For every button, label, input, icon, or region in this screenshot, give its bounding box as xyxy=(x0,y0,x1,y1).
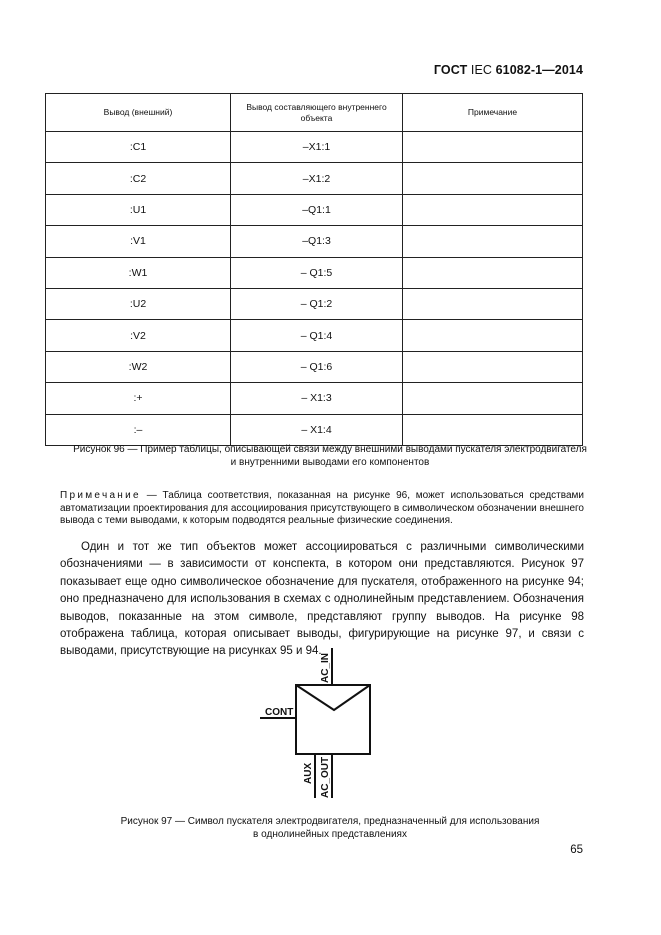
table-row xyxy=(46,132,583,163)
cell-internal: –X1:2 xyxy=(231,163,403,194)
starter-chevron xyxy=(296,685,370,710)
cell-note xyxy=(403,163,583,194)
cell-external: :C2 xyxy=(46,163,231,194)
cell-external: :U1 xyxy=(46,194,231,225)
cell-external: :+ xyxy=(46,383,231,414)
table-row xyxy=(46,414,583,445)
cell-external: :U2 xyxy=(46,288,231,319)
table-row xyxy=(46,226,583,257)
figure-96-caption-line2: и внутренними выводами его компонентов xyxy=(230,457,430,468)
figure-97-caption xyxy=(45,815,615,841)
label-cont: CONT xyxy=(265,707,294,718)
cell-internal: – Q1:2 xyxy=(231,288,403,319)
cell-note xyxy=(403,288,583,319)
cell-internal: –Q1:1 xyxy=(231,194,403,225)
cell-note xyxy=(403,320,583,351)
cell-internal: – X1:3 xyxy=(231,383,403,414)
body-paragraph: Один и тот же тип объектов может ассоциироваться с различными символическими обозначениями — в зависимости от конспекта, в котором они представляются. Рисунок 97 показывает еще одно символическое обозначение для пускателя, отображенного на рисунке 94; оно предназначено для использования в схемах с однолинейным представлением. Обозначения выводов, показанные на этом символе, представляют группу выводов. На рисунке 98 отображена таблица, которая описывает выводы, фигурирующие на рисунке 97, и связи с выводами, присутствующие на рисунках 95 и 94. xyxy=(60,541,584,658)
cell-note xyxy=(403,383,583,414)
cell-note xyxy=(403,194,583,225)
terminal-mapping-table xyxy=(45,93,583,446)
figure-97-caption-line1: Рисунок 97 — Символ пускателя электродвигателя, предназначенный для использования xyxy=(120,816,540,827)
table-header-row xyxy=(46,94,583,132)
header-internal-terminal: Вывод составляющего внутреннего объекта xyxy=(231,94,403,132)
page-number: 65 xyxy=(570,844,583,856)
cell-external: :V2 xyxy=(46,320,231,351)
cell-internal: –Q1:3 xyxy=(231,226,403,257)
cell-note xyxy=(403,414,583,445)
starter-box xyxy=(296,685,370,754)
cell-note xyxy=(403,226,583,257)
cell-note xyxy=(403,351,583,382)
header-external-terminal: Вывод (внешний) xyxy=(46,94,231,132)
note-text: — Таблица соответствия, показанная на рисунке 96, может использоваться средствами автоматизации проектирования для ассоциирования присутствующего в символическом обозначении внешнего вывода с теми выводами, к которым подводятся реальные физические соединения. xyxy=(60,490,584,527)
table-row xyxy=(46,320,583,351)
note-lead: Примечание xyxy=(60,490,141,501)
label-ac-out: AC_OUT xyxy=(320,756,331,798)
table-row xyxy=(46,288,583,319)
table-row xyxy=(46,351,583,382)
cell-external: :C1 xyxy=(46,132,231,163)
cell-internal: – Q1:4 xyxy=(231,320,403,351)
header-standard-middle: IEC xyxy=(470,63,493,77)
label-ac-in: AC_IN xyxy=(320,652,331,683)
table-row xyxy=(46,194,583,225)
cell-external: :W2 xyxy=(46,351,231,382)
table-row xyxy=(46,383,583,414)
note-paragraph xyxy=(60,490,584,528)
document-header xyxy=(434,63,583,77)
header-note: Примечание xyxy=(403,94,583,132)
cell-external: :V1 xyxy=(46,226,231,257)
table-row xyxy=(46,163,583,194)
cell-external: :W1 xyxy=(46,257,231,288)
cell-internal: – Q1:5 xyxy=(231,257,403,288)
figure-96-caption xyxy=(45,443,615,469)
motor-starter-symbol xyxy=(250,648,400,800)
cell-internal: – X1:4 xyxy=(231,414,403,445)
figure-96-caption-line1: Рисунок 96 — Пример таблицы, описывающей связи между внешними выводами пускателя электродвигателя xyxy=(73,444,587,455)
cell-internal: –X1:1 xyxy=(231,132,403,163)
cell-note xyxy=(403,257,583,288)
header-standard-number: 61082-1—2014 xyxy=(495,63,583,77)
table-row xyxy=(46,257,583,288)
cell-external: :– xyxy=(46,414,231,445)
figure-97-caption-line2: в однолинейных представлениях xyxy=(253,829,407,840)
cell-internal: – Q1:6 xyxy=(231,351,403,382)
header-standard-prefix: ГОСТ xyxy=(433,63,468,77)
label-aux: AUX xyxy=(303,762,314,784)
cell-note xyxy=(403,132,583,163)
